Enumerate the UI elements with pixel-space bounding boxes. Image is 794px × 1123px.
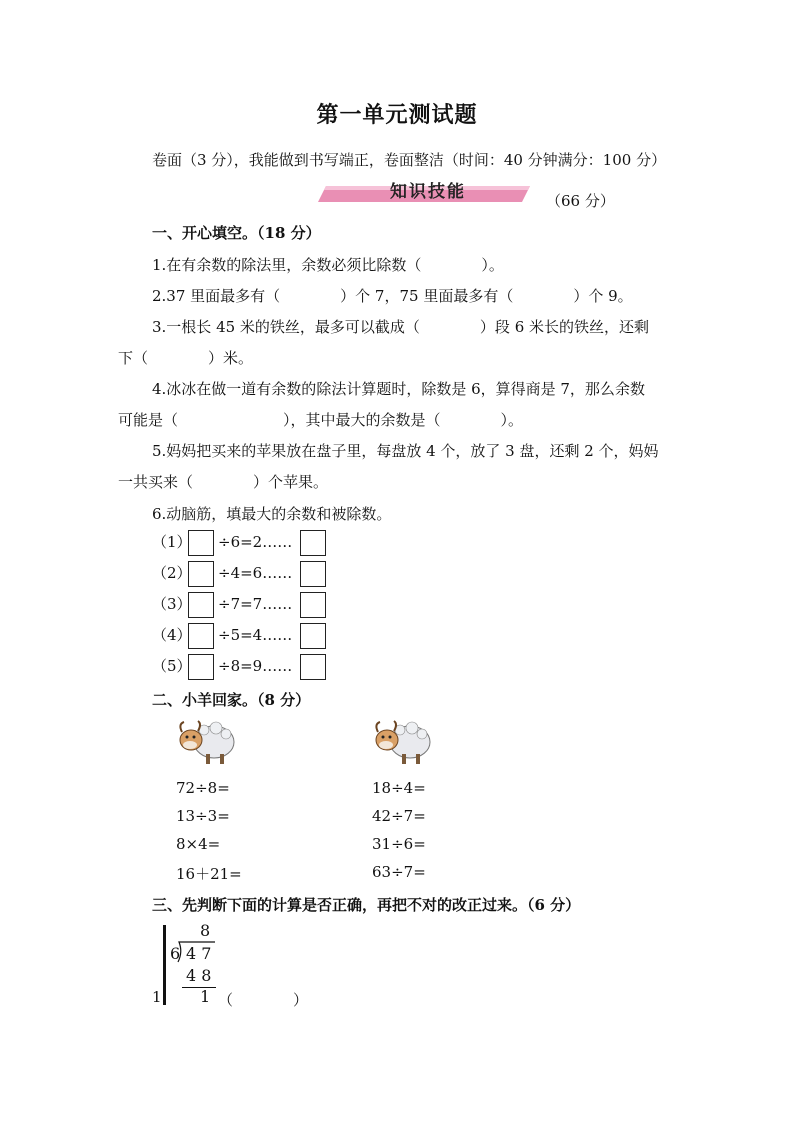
q6-row-expr: ÷8=9……	[218, 657, 293, 675]
q6-row-label: （1）	[152, 533, 192, 551]
banner-score: （66 分）	[546, 192, 615, 210]
section2-heading: 二、小羊回家。（8 分）	[152, 691, 311, 709]
dividend: 4 7	[186, 944, 212, 963]
q6-row-label: （3）	[152, 595, 192, 613]
dividend-box[interactable]	[188, 592, 214, 618]
sheep-icon	[174, 716, 236, 768]
question-2: 2.37 里面最多有（ ）个 7，75 里面最多有（ ）个 9。	[152, 287, 633, 305]
section1-heading: 一、开心填空。（18 分）	[152, 224, 321, 242]
question-4-line2: 可能是（ ），其中最大的余数是（ ）。	[118, 411, 524, 429]
calc-item: 18÷4=	[372, 779, 426, 797]
question-1: 1.在有余数的除法里，余数必须比除数（ ）。	[152, 256, 504, 274]
question-5-line2: 一共买来（ ）个苹果。	[118, 473, 329, 491]
remainder: 1	[200, 987, 211, 1006]
item-number: 1.	[152, 988, 167, 1006]
calc-item: 13÷3=	[176, 807, 230, 825]
q6-row-label: （2）	[152, 564, 192, 582]
calc-item: 42÷7=	[372, 807, 426, 825]
exam-instructions: 卷面（3 分），我能做到书写端正，卷面整洁（时间：40 分钟满分：100 分）	[152, 151, 667, 169]
q6-row	[152, 652, 326, 680]
divisor: 6	[170, 944, 181, 963]
subtraction-line	[182, 987, 216, 988]
dividend-box[interactable]	[188, 623, 214, 649]
judgment-blank[interactable]: （ ）	[218, 991, 309, 1009]
quotient: 8	[200, 921, 211, 940]
product: 4 8	[186, 966, 212, 985]
q6-row	[152, 559, 326, 587]
remainder-box[interactable]	[300, 623, 326, 649]
banner-title: 知识技能	[390, 182, 466, 202]
q6-rows	[152, 528, 326, 680]
question-5-line1: 5.妈妈把买来的苹果放在盘子里，每盘放 4 个，放了 3 盘，还剩 2 个，妈妈	[152, 442, 659, 460]
remainder-box[interactable]	[300, 592, 326, 618]
question-3-line2: 下（ ）米。	[118, 349, 254, 367]
q6-row-expr: ÷5=4……	[218, 626, 293, 644]
remainder-box[interactable]	[300, 530, 326, 556]
q6-row-label: （5）	[152, 657, 192, 675]
sheep-icon	[370, 716, 432, 768]
question-3-line1: 3.一根长 45 米的铁丝，最多可以截成（ ）段 6 米长的铁丝，还剩	[152, 318, 650, 336]
q6-row-expr: ÷4=6……	[218, 564, 293, 582]
calc-item: 31÷6=	[372, 835, 426, 853]
q6-row-expr: ÷6=2……	[218, 533, 293, 551]
q6-row	[152, 528, 326, 556]
calc-item: 63÷7=	[372, 863, 426, 881]
remainder-box[interactable]	[300, 654, 326, 680]
question-4-line1: 4.冰冰在做一道有余数的除法计算题时，除数是 6，算得商是 7，那么余数	[152, 380, 645, 398]
calc-item: 8×4=	[176, 835, 221, 853]
q6-row	[152, 590, 326, 618]
calc-item: 16＋21=	[176, 865, 242, 883]
q6-row	[152, 621, 326, 649]
calc-item: 72÷8=	[176, 779, 230, 797]
q6-row-label: （4）	[152, 626, 192, 644]
dividend-box[interactable]	[188, 530, 214, 556]
q6-row-expr: ÷7=7……	[218, 595, 293, 613]
dividend-box[interactable]	[188, 654, 214, 680]
remainder-box[interactable]	[300, 561, 326, 587]
dividend-box[interactable]	[188, 561, 214, 587]
section3-heading: 三、先判断下面的计算是否正确，再把不对的改正过来。（6 分）	[152, 896, 581, 914]
question-6: 6.动脑筋，填最大的余数和被除数。	[152, 505, 392, 523]
page-title: 第一单元测试题	[316, 102, 478, 128]
